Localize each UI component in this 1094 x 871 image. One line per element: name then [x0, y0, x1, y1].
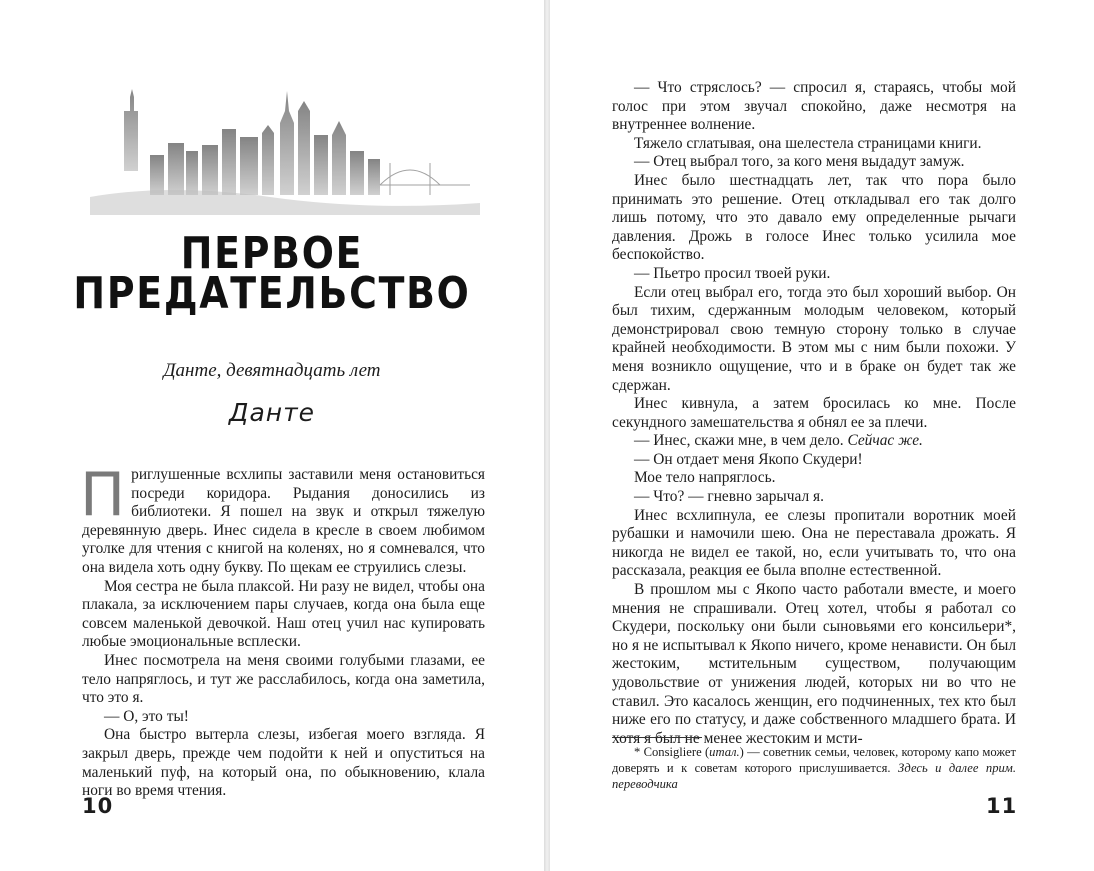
left-page: [0, 0, 544, 871]
pov-character-name: Данте: [228, 398, 316, 427]
paragraph: — Что стряслось? — спросил я, стараясь, чтобы мой голос при этом звучал спокойно, даже несмотря на внутреннее волнение.: [612, 79, 1016, 134]
paragraph: Инес кивнула, а затем бросилась ко мне. После секундного замешательства я обнял ее за плечи.: [612, 395, 1016, 431]
paragraph: В прошлом мы с Якопо часто работали вместе, и моего мнения не спрашивали. Отец хотел, чтобы я работал со Скудери, поскольку они были сыновьями его консильери*, но я не испытывал к Якопо ничего, кроме ненависти. Он был жестоким, мстительным существом, получающим удовольствие от унижения людей, которых ни во что не ставил. Это касалось женщин, его подчиненных, тех кто был ниже его по статусу, и даже собственного младшего брата. И хотя я был не менее жестоким и мсти-: [612, 581, 1016, 747]
right-page: [550, 0, 1094, 871]
page-number: 11: [986, 794, 1018, 818]
paragraph: — Инес, скажи мне, в чем дело. Сейчас же.: [634, 432, 923, 450]
paragraph: — Что? — гневно зарычал я.: [634, 488, 824, 506]
paragraph: Инес всхлипнула, ее слезы пропитали воротник моей рубашки и намочили шею. Она не переставала дрожать. Я никогда не видел ее такой, но, если учитывать то, что она рассказала, реакция ее была вполне естественной.: [612, 506, 1016, 580]
paragraph: Моя сестра не была плаксой. Ни разу не видел, чтобы она плакала, за исключением пары случаев, когда она была еще совсем маленькой девочкой. Наш отец учил нас купировать любые эмоциональные всплески.: [82, 577, 485, 651]
footnote: * Consigliere (итал.) — советник семьи, человек, которому капо может доверять и к советам которого прислушивается. Здесь и далее прим. переводчика: [612, 745, 1016, 791]
drop-cap: П: [80, 460, 126, 530]
paragraph: — Пьетро просил твоей руки.: [634, 264, 831, 282]
paragraph: — О, это ты!: [104, 707, 189, 725]
paragraph: Инес было шестнадцать лет, так что пора было принимать это решение. Отец откладывал его так долго лишь потому, что это давало ему определенные рычаги давления. Дрожь в голосе Инес только усилила мое беспокойство.: [612, 171, 1016, 264]
chapter-title-line2: ПРЕДАТЕЛЬСТВО: [73, 268, 471, 319]
chapter-title-line1: ПЕРВОЕ: [180, 228, 364, 279]
paragraph: Тяжело сглатывая, она шелестела страницами книги.: [634, 134, 982, 152]
paragraph: Если отец выбрал его, тогда это был хороший выбор. Он был тихим, сдержанным молодым человеком, который демонстрировал свою темную сторону только в случае крайней необходимости. В этом мы с ним были похожи. У меня возникло ощущение, что и в браке он будет так же сдержан.: [612, 283, 1016, 394]
paragraph: Мое тело напряглось.: [634, 469, 776, 487]
chapter-subtitle: Данте, девятнадцать лет: [163, 360, 381, 381]
paragraph: Инес посмотрела на меня своими голубыми глазами, ее тело напряглось, и тут же расслабилось, когда она заметила, что это я.: [82, 651, 485, 707]
city-skyline-icon: [90, 85, 480, 225]
paragraph: Она быстро вытерла слезы, избегая моего взгляда. Я закрыл дверь, прежде чем подойти к ней и опуститься на маленький пуф, на который она, по обыкновению, клала ноги во время чтения.: [82, 726, 485, 800]
paragraph: — Он отдает меня Якопо Скудери!: [634, 450, 863, 468]
page-number: 10: [82, 794, 114, 818]
paragraph: Приглушенные всхлипы заставили меня остановиться посреди коридора. Рыдания доносились из библиотеки. Я пошел на звук и открыл тяжелую деревянную дверь. Инес сидела в кресле в своем любимом уголке для чтения с книгой на коленях, но я сомневался, что она видела хоть одну букву. По щекам ее струились слезы.: [80, 460, 485, 576]
footnote-divider: [612, 737, 702, 738]
left-body-text: [80, 460, 485, 801]
right-body-text: [612, 79, 1016, 748]
paragraph: — Отец выбрал того, за кого меня выдадут замуж.: [634, 153, 965, 171]
